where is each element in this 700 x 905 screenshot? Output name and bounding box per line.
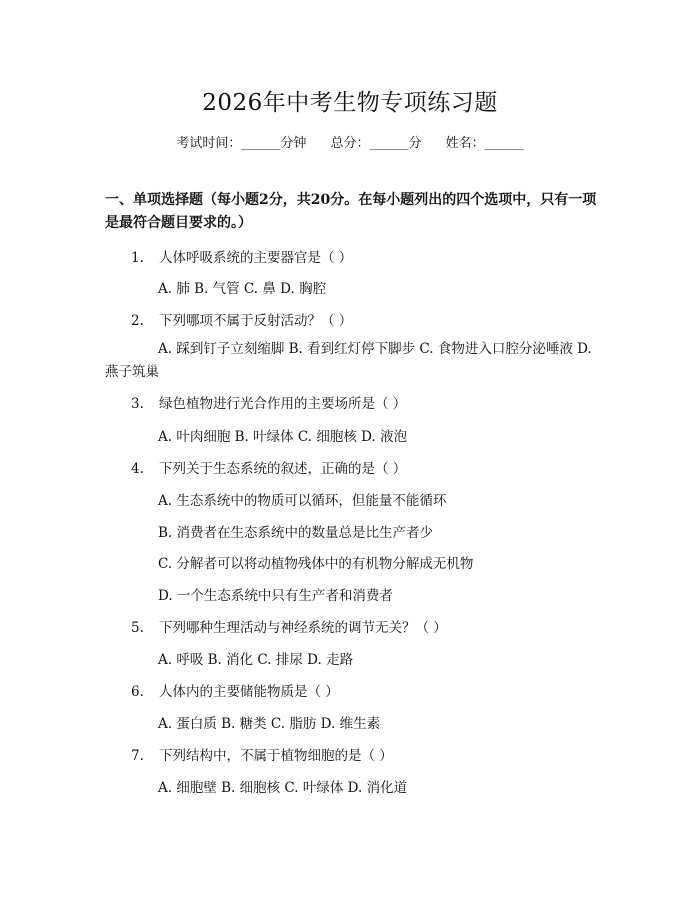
question-number: 4. (131, 461, 144, 477)
question-number: 2. (131, 313, 144, 329)
question-number: 5. (131, 620, 144, 636)
question-1-options: A. 肺 B. 气管 C. 鼻 D. 胸腔 (158, 281, 327, 297)
question-6 (131, 680, 339, 700)
question-text: 下列哪种生理活动与神经系统的调节无关？（ ） (159, 620, 447, 636)
question-number: 6. (131, 684, 144, 700)
total-score-field: 总分：______分 (330, 136, 422, 151)
question-5-options: A. 呼吸 B. 消化 C. 排尿 D. 走路 (158, 652, 354, 668)
page-title: 2026年中考生物专项练习题 (202, 90, 498, 116)
question-text: 人体内的主要储能物质是（ ） (159, 684, 339, 700)
question-4-option-d: D. 一个生态系统中只有生产者和消费者 (158, 588, 393, 604)
question-4-option-a: A. 生态系统中的物质可以循环，但能量不能循环 (158, 493, 447, 509)
question-6-options: A. 蛋白质 B. 糖类 C. 脂肪 D. 维生素 (158, 716, 381, 732)
section-heading: 一、单项选择题（每小题2分，共20分。在每小题列出的四个选项中，只有一项是最符合题目要求的。） (105, 192, 597, 231)
question-5 (131, 616, 447, 636)
question-3 (131, 392, 406, 412)
question-2 (131, 309, 352, 329)
name-field: 姓名：______ (445, 136, 524, 151)
question-4 (131, 457, 406, 477)
question-1 (131, 246, 352, 266)
question-4-option-c: C. 分解者可以将动植物残体中的有机物分解成无机物 (158, 556, 474, 572)
question-7 (131, 744, 393, 764)
question-text: 绿色植物进行光合作用的主要场所是（ ） (159, 396, 407, 412)
question-2-options: A. 踩到钉子立刻缩脚 B. 看到红灯停下脚步 C. 食物进入口腔分泌唾液 D. 燕子筑巢 (105, 341, 592, 380)
question-text: 下列结构中，不属于植物细胞的是（ ） (159, 748, 393, 764)
question-text: 下列关于生态系统的叙述，正确的是（ ） (159, 461, 407, 477)
exam-info (0, 132, 700, 151)
question-number: 7. (131, 748, 144, 764)
question-number: 3. (131, 396, 144, 412)
question-text: 人体呼吸系统的主要器官是（ ） (159, 250, 353, 266)
question-7-options: A. 细胞壁 B. 细胞核 C. 叶绿体 D. 消化道 (158, 780, 408, 796)
question-4-option-b: B. 消费者在生态系统中的数量总是比生产者少 (158, 525, 434, 541)
exam-time-field: 考试时间：______分钟 (176, 136, 307, 151)
question-3-options: A. 叶肉细胞 B. 叶绿体 C. 细胞核 D. 液泡 (158, 429, 408, 445)
question-number: 1. (131, 250, 144, 266)
question-text: 下列哪项不属于反射活动？（ ） (159, 313, 353, 329)
